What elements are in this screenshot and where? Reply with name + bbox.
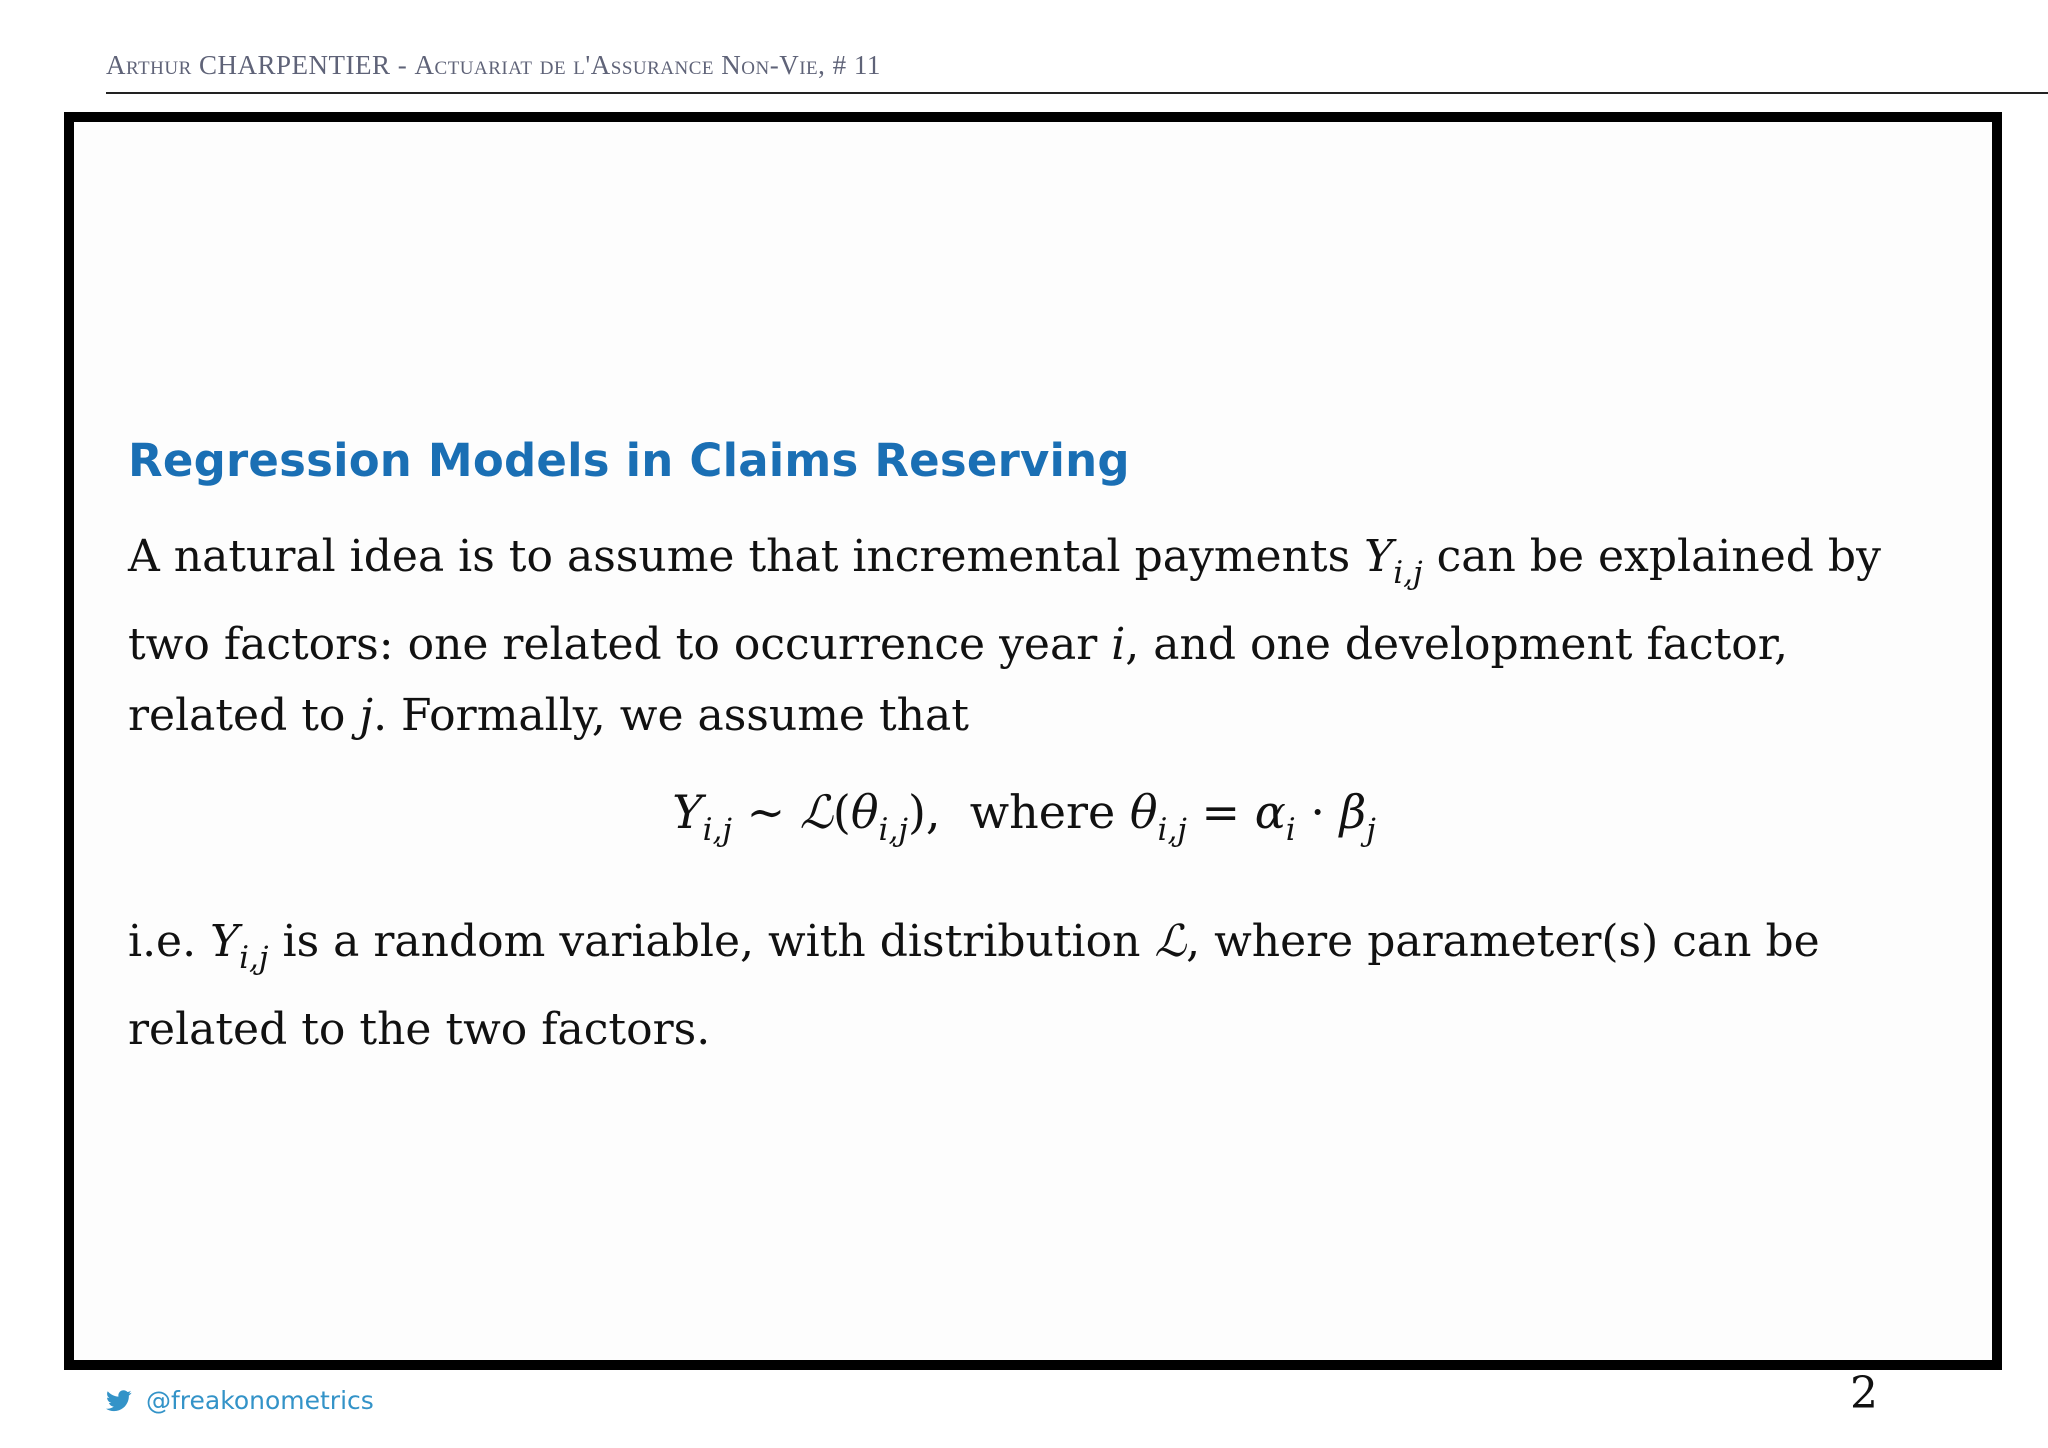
twitter-handle-link[interactable] <box>106 1386 374 1415</box>
eq-sim: ∼ <box>731 785 800 839</box>
p2-script-l: ℒ <box>1154 916 1187 967</box>
p1-text-4: . Formally, we assume that <box>373 690 969 741</box>
eq-beta: β <box>1339 785 1367 839</box>
header-rule <box>106 92 2048 94</box>
eq-theta-2: θ <box>1129 785 1158 839</box>
header-author-last: CHARPENTIER <box>199 50 391 80</box>
header-number: # 11 <box>832 50 881 80</box>
eq-cdot: · <box>1295 785 1340 839</box>
eq-close-paren: ), <box>907 785 941 839</box>
p1-j: j <box>359 690 374 741</box>
eq-y: Y <box>672 785 703 839</box>
eq-open-paren: ( <box>832 785 851 839</box>
eq-theta: θ <box>850 785 879 839</box>
eq-equals: = <box>1186 785 1255 839</box>
header-course: Actuariat de l'Assurance Non-Vie, <box>414 50 826 80</box>
p1-i: i <box>1111 619 1126 670</box>
p2-text-1: i.e. <box>128 916 211 967</box>
paragraph-intro <box>128 521 1928 751</box>
paragraph-explanation <box>128 906 1928 1065</box>
p1-y-subscript: i,j <box>1393 555 1423 591</box>
eq-where: where <box>940 785 1130 839</box>
twitter-bird-icon <box>106 1390 132 1412</box>
eq-beta-subscript: j <box>1366 812 1376 848</box>
header-separator: - <box>397 50 408 80</box>
equation <box>0 785 2048 848</box>
p1-text-1: A natural idea is to assume that incremental payments <box>128 531 1365 582</box>
page-number: 2 <box>1850 1368 1878 1419</box>
eq-alpha: α <box>1254 785 1286 839</box>
p1-y: Y <box>1364 531 1394 582</box>
p1-text-3: , and one development factor, related to <box>128 619 1788 741</box>
eq-script-l: ℒ <box>799 785 833 839</box>
eq-theta-2-subscript: i,j <box>1157 812 1187 848</box>
slide-header <box>106 50 881 81</box>
p2-text-2: is a random variable, with distribution <box>268 916 1155 967</box>
header-author-first: Arthur <box>106 50 192 80</box>
p2-y-subscript: i,j <box>239 940 269 976</box>
p1-text-2: can be explained by two factors: one related to occurrence year <box>128 531 1881 670</box>
eq-theta-subscript: i,j <box>878 812 908 848</box>
eq-alpha-subscript: i <box>1285 812 1296 848</box>
slide-title: Regression Models in Claims Reserving <box>128 434 1130 487</box>
twitter-handle-text: @freakonometrics <box>146 1386 374 1415</box>
p2-y: Y <box>210 916 240 967</box>
eq-y-subscript: i,j <box>702 812 732 848</box>
p2-text-3: , where parameter(s) can be related to the two factors. <box>128 916 1820 1055</box>
